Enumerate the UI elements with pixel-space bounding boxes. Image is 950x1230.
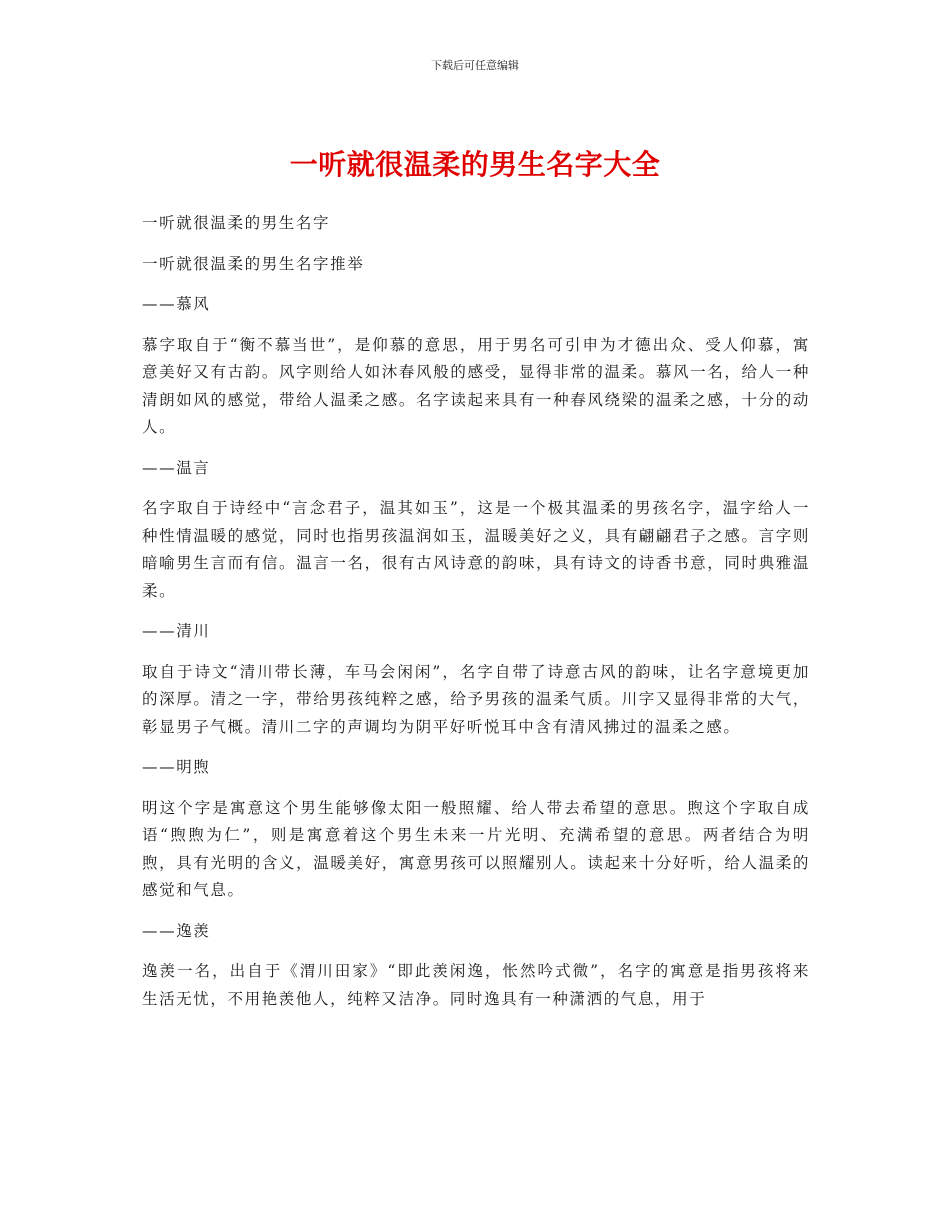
name-heading-yixian: ——逸羡 bbox=[142, 921, 211, 940]
name-heading-mingxu: ——明煦 bbox=[142, 758, 211, 776]
paragraph-mufeng: 慕字取自于“衡不慕当世”，是仰慕的意思，用于男名可引申为才德出众、受人仰慕，寓意美好又有古韵。风字则给人如沐春风般的感受，显得非常的温柔。慕风一名，给人一种清朗如风的感觉，带给人温柔之感。名字读起来具有一种春风绕梁的温柔之感，十分的动人。 bbox=[142, 335, 810, 436]
name-heading-wenyan: ——温言 bbox=[142, 458, 211, 477]
page-header-note: 下载后可任意编辑 bbox=[431, 59, 519, 72]
paragraph-intro: 一听就很温柔的男生名字 bbox=[142, 214, 331, 232]
name-heading-mufeng: ——慕风 bbox=[142, 295, 211, 313]
paragraph-subtitle: 一听就很温柔的男生名字推举 bbox=[142, 254, 365, 273]
paragraph-yixian: 逸羡一名，出自于《渭川田家》“即此羡闲逸，怅然吟式微”，名字的寓意是指男孩将来生活无忧，不用艳羡他人，纯粹又洁净。同时逸具有一种潇洒的气息，用于 bbox=[142, 962, 810, 1008]
document-body bbox=[142, 210, 810, 1013]
document-title: 一听就很温柔的男生名字大全 bbox=[289, 148, 661, 181]
paragraph-mingxu: 明这个字是寓意这个男生能够像太阳一般照耀、给人带去希望的意思。煦这个字取自成语“煦煦为仁”，则是寓意着这个男生未来一片光明、充满希望的意思。两者结合为明煦，具有光明的含义，温暖美好，寓意男孩可以照耀别人。读起来十分好听，给人温柔的感觉和气息。 bbox=[142, 798, 810, 899]
name-heading-qingchuan: ——清川 bbox=[142, 622, 211, 640]
paragraph-qingchuan: 取自于诗文“清川带长薄，车马会闲闲”，名字自带了诗意古风的韵味，让名字意境更加的深厚。清之一字，带给男孩纯粹之感，给予男孩的温柔气质。川字又显得非常的大气，彰显男子气概。清川二字的声调均为阴平好听悦耳中含有清风拂过的温柔之感。 bbox=[142, 662, 810, 736]
paragraph-wenyan: 名字取自于诗经中“言念君子，温其如玉”，这是一个极其温柔的男孩名字，温字给人一种性情温暖的感觉，同时也指男孩温润如玉，温暖美好之义，具有翩翩君子之感。言字则暗喻男生言而有信。温言一名，很有古风诗意的韵味，具有诗文的诗香书意，同时典雅温柔。 bbox=[142, 499, 810, 600]
